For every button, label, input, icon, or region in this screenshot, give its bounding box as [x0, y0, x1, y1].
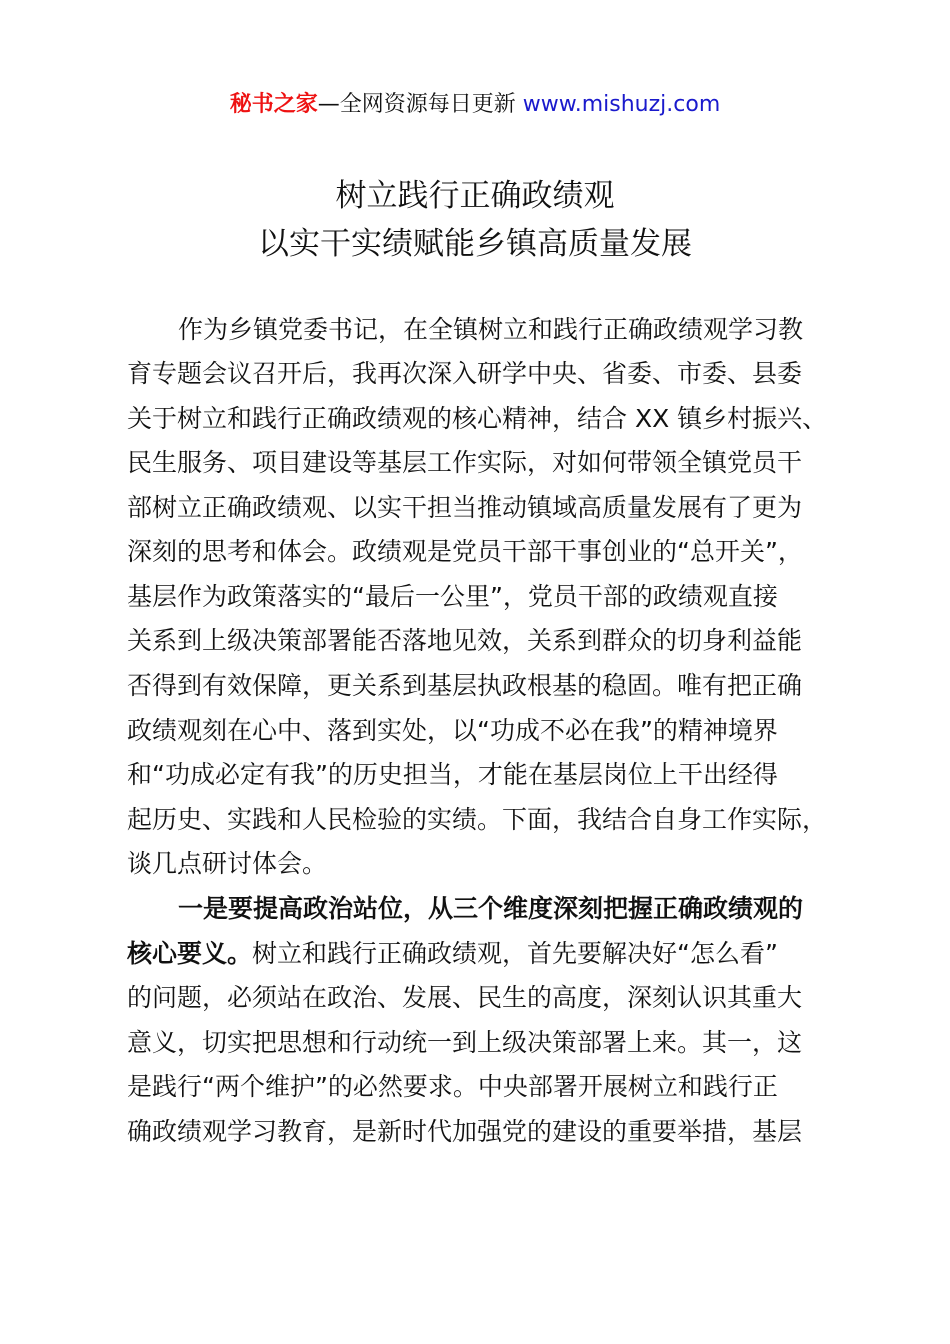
document-title-line-2: 以实干实绩赋能乡镇高质量发展	[258, 226, 692, 262]
paragraph-line: 育专题会议召开后，我再次深入研学中央、省委、市委、县委	[127, 359, 803, 388]
paragraph-line: 起历史、实践和人民检验的实绩。下面，我结合自身工作实际，	[127, 805, 828, 834]
site-header	[0, 88, 950, 122]
paragraph-line: 关于树立和践行正确政绩观的核心精神，结合 XX 镇乡村振兴、	[127, 404, 828, 433]
paragraph-line: 作为乡镇党委书记，在全镇树立和践行正确政绩观学习教	[178, 315, 804, 344]
paragraph-line: 谈几点研讨体会。	[127, 849, 328, 878]
paragraph-line: 否得到有效保障，更关系到基层执政根基的稳固。唯有把正确	[127, 671, 803, 700]
section-heading: 一是要提高政治站位，从三个维度深刻把握正确政绩观的	[178, 894, 804, 923]
paragraph-line: 确政绩观学习教育，是新时代加强党的建设的重要举措，基层	[127, 1117, 803, 1146]
brand-name: 秘书之家	[229, 92, 318, 117]
paragraph-text: 树立和践行正确政绩观，首先要解决好“怎么看”	[252, 939, 778, 968]
paragraph-line: 基层作为政策落实的“最后一公里”，党员干部的政绩观直接	[127, 582, 778, 611]
paragraph-line: 意义，切实把思想和行动统一到上级决策部署上来。其一，这	[127, 1028, 803, 1057]
header-tagline: —全网资源每日更新	[317, 92, 516, 117]
paragraph-line: 部树立正确政绩观、以实干担当推动镇域高质量发展有了更为	[127, 493, 803, 522]
paragraph-line: 深刻的思考和体会。政绩观是党员干部干事创业的“总开关”，	[127, 537, 803, 566]
paragraph-line: 民生服务、项目建设等基层工作实际，对如何带领全镇党员干	[127, 448, 803, 477]
site-url-link[interactable]: www.mishuzj.com	[522, 92, 721, 117]
paragraph-line: 关系到上级决策部署能否落地见效，关系到群众的切身利益能	[127, 626, 803, 655]
paragraph-line: 的问题，必须站在政治、发展、民生的高度，深刻认识其重大	[127, 983, 803, 1012]
document-title-line-1: 树立践行正确政绩观	[335, 178, 615, 214]
section-heading-end: 核心要义。	[127, 939, 253, 968]
paragraph-line: 是践行“两个维护”的必然要求。中央部署开展树立和践行正	[127, 1072, 778, 1101]
paragraph-line: 和“功成必定有我”的历史担当，才能在基层岗位上干出经得	[127, 760, 778, 789]
paragraph-line	[127, 937, 847, 971]
paragraph-line: 政绩观刻在心中、落到实处，以“功成不必在我”的精神境界	[127, 716, 778, 745]
